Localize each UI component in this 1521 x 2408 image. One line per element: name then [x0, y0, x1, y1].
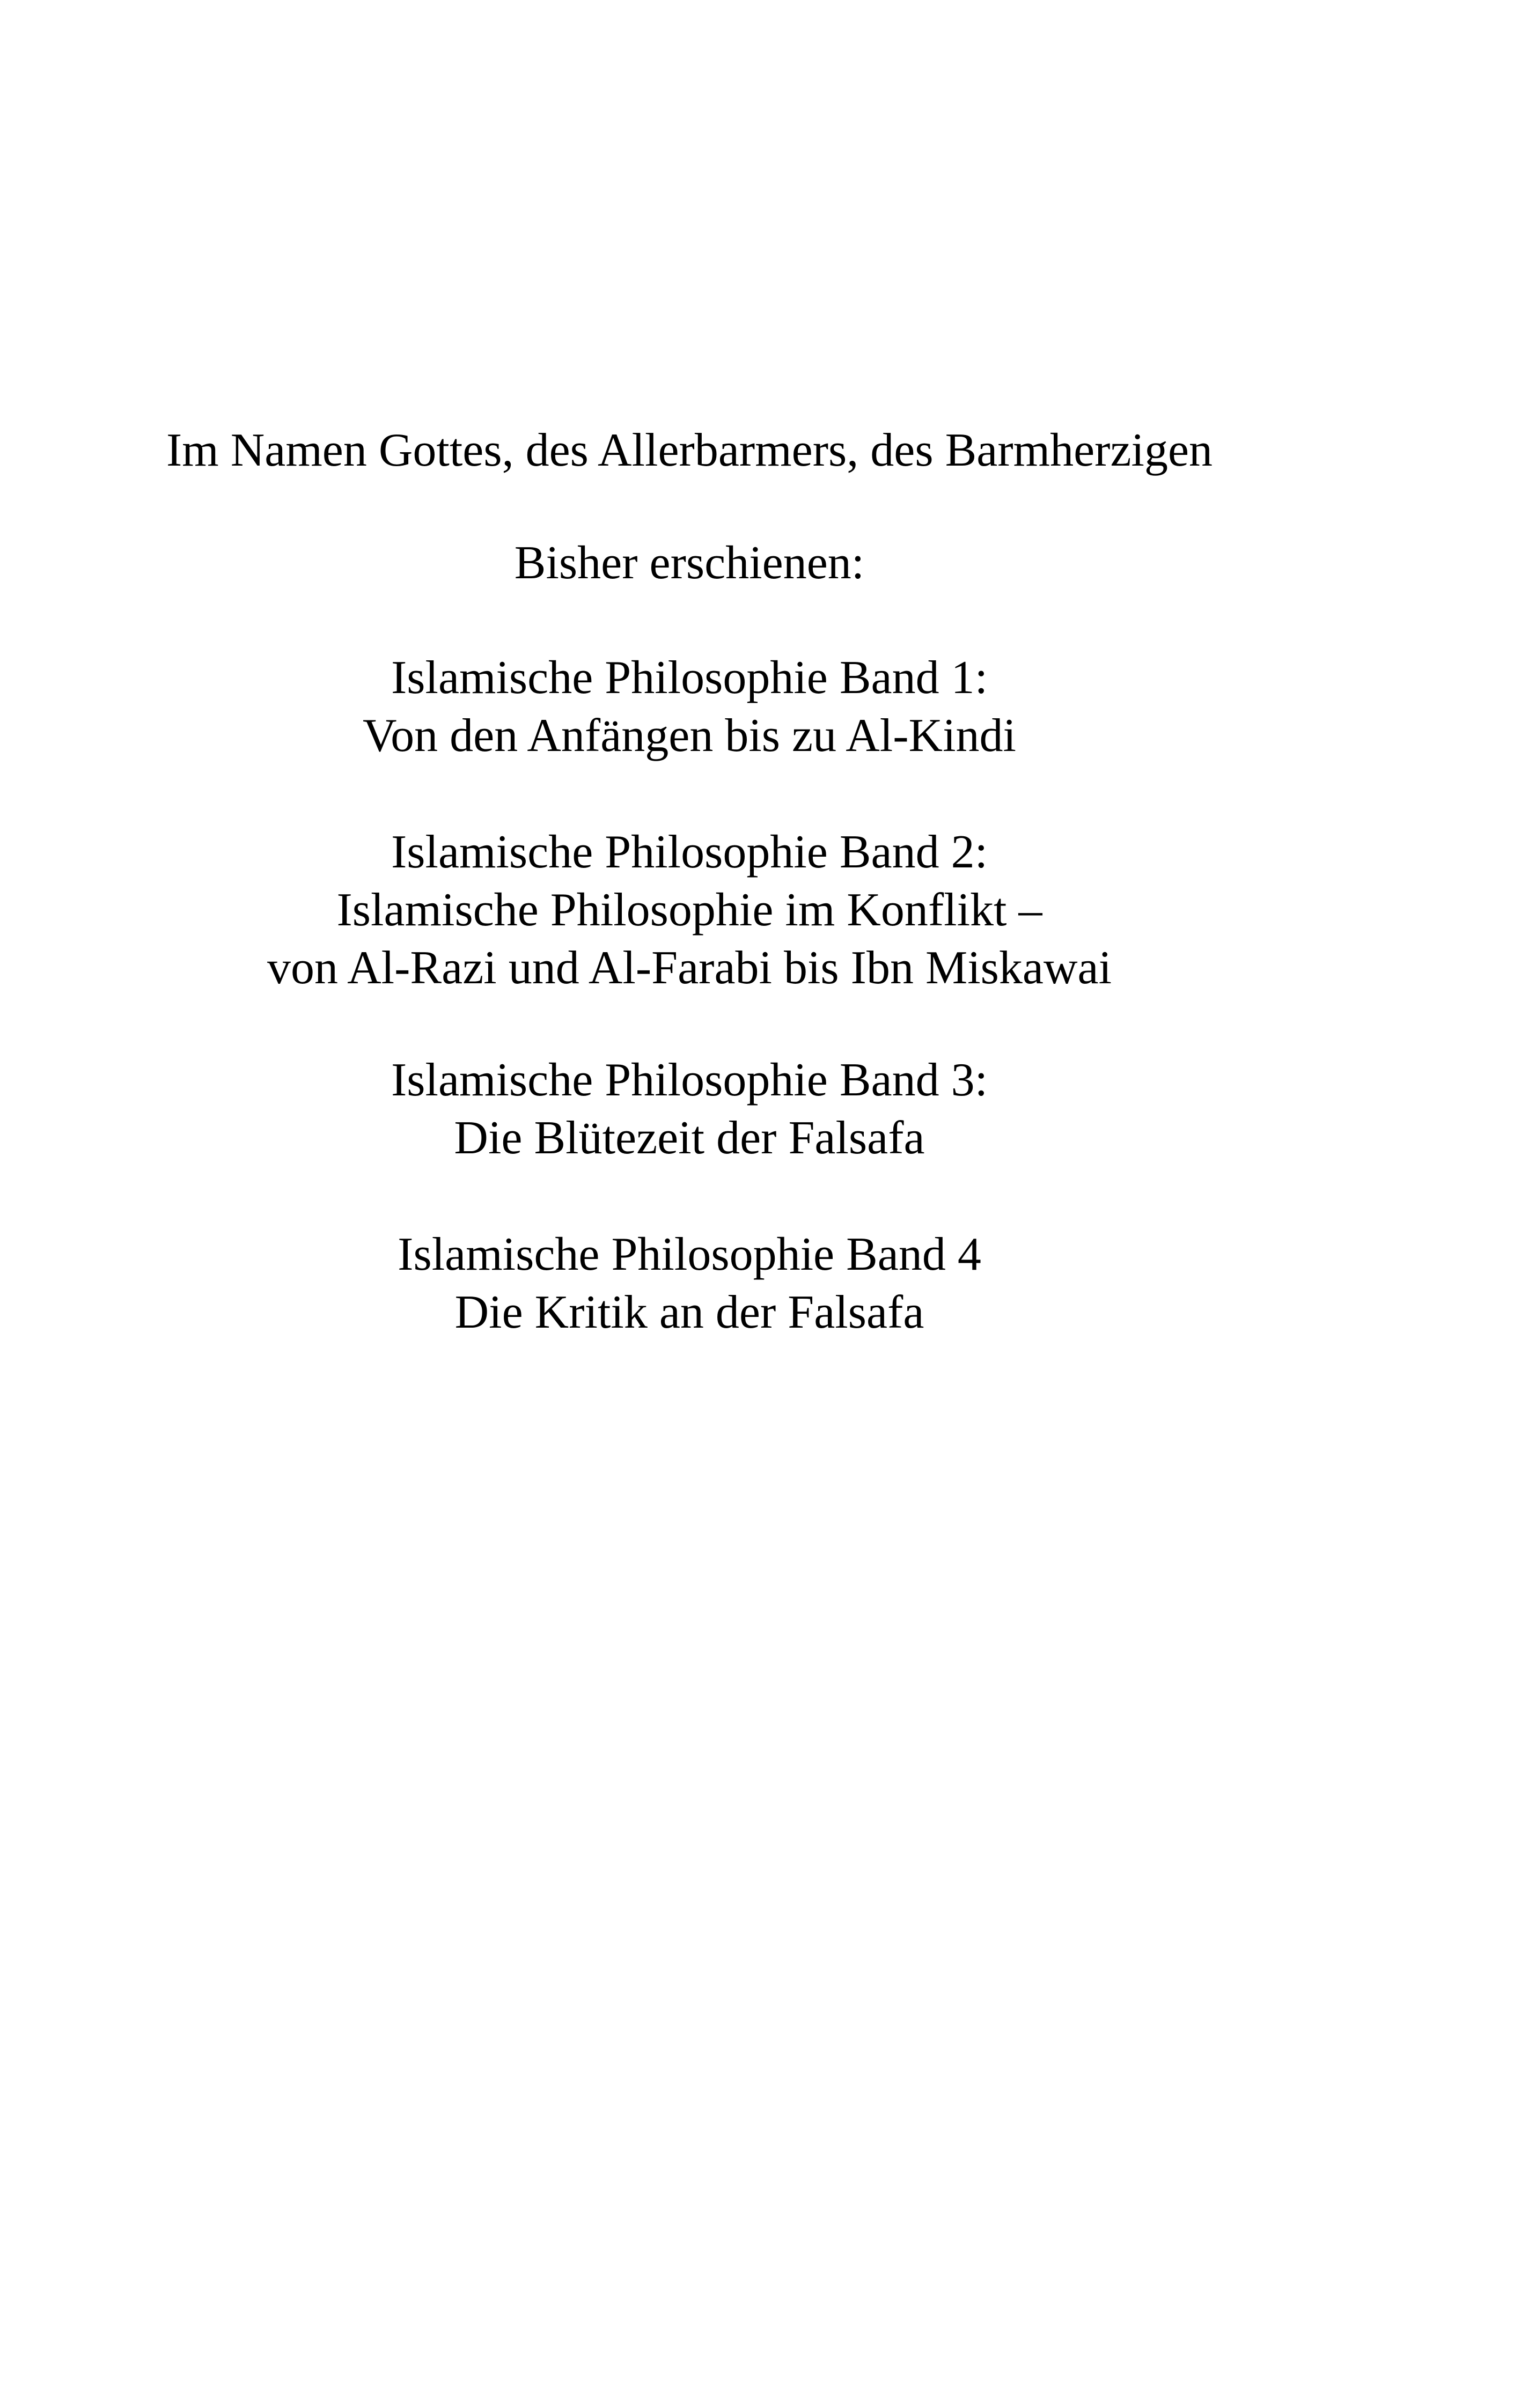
book-title: Islamische Philosophie Band 1: — [391, 652, 988, 704]
book-subtitle: Von den Anfängen bis zu Al-Kindi — [362, 710, 1017, 762]
book-title: Islamische Philosophie Band 2: — [391, 826, 988, 878]
published-heading — [0, 534, 1379, 592]
book-subtitle: von Al-Razi und Al-Farabi bis Ibn Miskawai — [267, 942, 1112, 994]
book-subtitle: Die Kritik an der Falsafa — [454, 1286, 924, 1338]
dedication-line: Im Namen Gottes, des Allerbarmers, des Barmherzigen — [166, 424, 1213, 476]
book-entry-2 — [0, 823, 1379, 997]
dedication-text — [0, 422, 1379, 480]
book-entry-1 — [0, 649, 1379, 765]
book-title: Islamische Philosophie Band 3: — [391, 1054, 988, 1106]
book-entry-3 — [0, 1051, 1379, 1167]
book-subtitle: Die Blütezeit der Falsafa — [454, 1112, 925, 1164]
book-entry-4 — [0, 1226, 1379, 1342]
published-heading-text: Bisher erschienen: — [514, 537, 865, 589]
book-subtitle: Islamische Philosophie im Konflikt – — [336, 884, 1042, 936]
book-title: Islamische Philosophie Band 4 — [398, 1228, 981, 1280]
